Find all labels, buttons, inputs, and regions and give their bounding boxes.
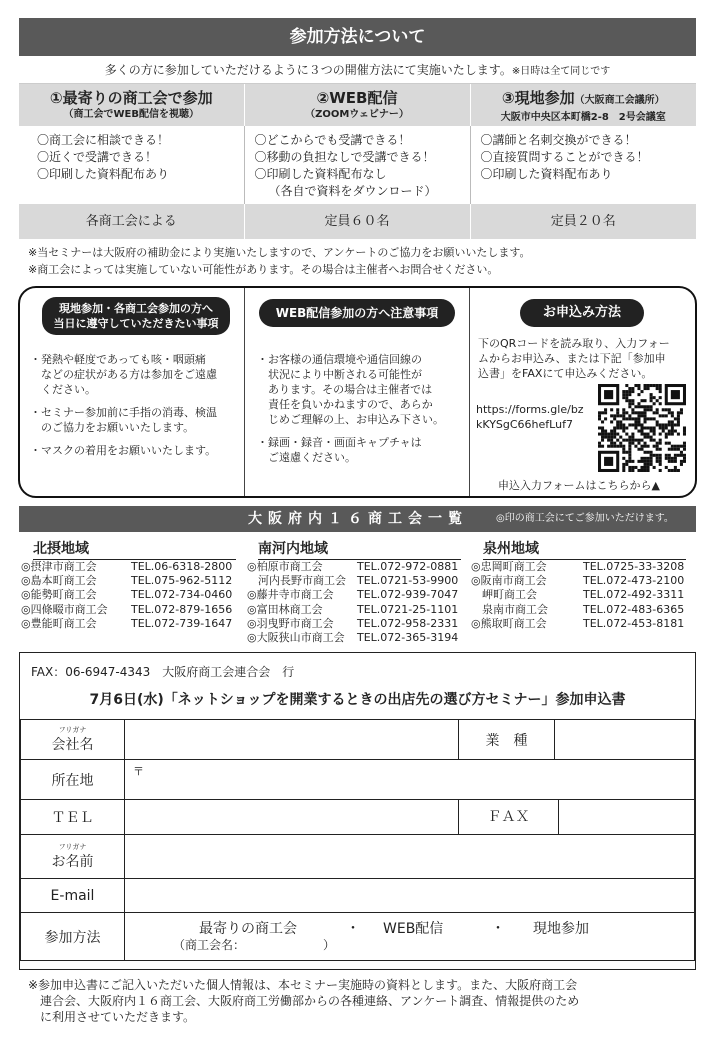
- list-item: [247, 631, 458, 645]
- text-line: ムからお申込み、または下記「参加申: [478, 352, 666, 365]
- application-form: [19, 652, 696, 970]
- company-field[interactable]: [125, 720, 459, 760]
- option-separator: ・: [346, 920, 360, 937]
- method-3-body: [470, 126, 696, 204]
- note-line: ※当セミナーは大阪府の補助金により実施いたしますので、アンケートのご協力をお願いいたします。: [28, 246, 531, 259]
- chamber-tel: TEL.072-483-6365: [583, 602, 685, 616]
- address-label: 所在地: [21, 760, 125, 800]
- notice-box: [18, 286, 697, 498]
- list-item: [247, 603, 458, 617]
- ruby-label: フリガナ: [58, 842, 87, 851]
- method-3-title: [471, 84, 697, 111]
- form-grid: [20, 719, 695, 961]
- chamber-name: ◎熊取町商工会: [471, 616, 547, 630]
- chamber-name: ◎忠岡町商工会: [471, 560, 547, 573]
- subtitle-text: 多くの方に参加していただけるように３つの開催方法にて実施いたします。: [104, 63, 512, 77]
- method-label: 参加方法: [21, 913, 125, 961]
- text-line: ください。: [30, 383, 96, 396]
- text-line: ご遠慮ください。: [257, 451, 356, 464]
- note-line: ※商工会によっては実施していない可能性があります。その場合は主催者へお問合せください。: [28, 263, 499, 276]
- method-3-header: [470, 84, 696, 126]
- industry-field[interactable]: [555, 720, 695, 760]
- chamber-name: ◎柏原市商工会: [247, 560, 323, 573]
- text-line: ・録画・録音・画面キャプチャは: [257, 436, 422, 449]
- apply-pill: お申込み方法: [520, 299, 644, 327]
- industry-label: 業 種: [459, 720, 555, 760]
- text-line: ・マスクの着用をお願いいたします。: [30, 444, 217, 457]
- chamber-tel: TEL.072-739-1647: [131, 616, 233, 630]
- subtitle-note: ※日時は全て同じです: [511, 66, 611, 77]
- chamber-name: ◎四條畷市商工会: [21, 602, 108, 616]
- region-senshu-title: 泉州地域: [483, 538, 686, 560]
- chamber-tel: TEL.0721-25-1101: [357, 602, 459, 616]
- onsite-pill: [42, 297, 230, 335]
- option-separator: ・: [491, 920, 505, 937]
- text-line: のご協力をお願いいたします。: [30, 421, 195, 434]
- text-line: ・セミナー参加前に手指の消毒、検温: [30, 406, 217, 419]
- name-label-text: お名前: [51, 853, 94, 870]
- url-line: https://forms.gle/bz: [476, 403, 584, 416]
- form-title: 7月6日(水)「ネットショップを開業するときの出店先の選び方セミナー」参加申込書: [89, 692, 626, 708]
- notice-onsite: [20, 288, 245, 496]
- text-line: 込書」をFAXにて申込みください。: [478, 367, 653, 380]
- fax-field[interactable]: [559, 800, 694, 834]
- chamber-name: ◎能勢町商工会: [21, 588, 97, 602]
- method-item: 〇移動の負担なしで受講できる！: [254, 150, 435, 164]
- method-option-row: [173, 921, 694, 937]
- postal-mark: 〒: [133, 765, 144, 778]
- text-line: 下のQRコードを読み取り、入力フォー: [478, 337, 670, 350]
- chamber-name: 河内長野市商工会: [247, 574, 346, 588]
- region-minamikawachi-list: [247, 560, 458, 645]
- footnote-line: ※参加申込書にご記入いただいた個人情報は、本セミナー実施時の資料とします。また、大阪府商工会: [28, 978, 578, 992]
- list-item: [471, 603, 684, 617]
- list-item: [247, 617, 458, 631]
- url-line: kKYSgC66hefLuf7: [476, 418, 573, 431]
- chamber-tel: TEL.072-958-2331: [357, 616, 459, 630]
- list-item: [247, 588, 458, 602]
- chamber-tel: TEL.072-473-2100: [583, 574, 685, 588]
- list-item: [471, 560, 684, 574]
- chamber-tel: TEL.06-6318-2800: [131, 560, 233, 573]
- address-field[interactable]: [125, 760, 695, 800]
- company-label: [21, 720, 125, 760]
- method-item: 〇近くで受講できる！: [37, 150, 158, 164]
- apply-text: [478, 336, 670, 381]
- chamber-tel: TEL.072-365-3194: [357, 631, 459, 645]
- chamber-name: ◎阪南市商工会: [471, 574, 547, 588]
- list-item: [247, 560, 458, 574]
- list-item: [21, 574, 232, 588]
- notice-apply: [470, 288, 696, 496]
- chamber-name: ◎大阪狭山市商工会: [247, 631, 345, 645]
- notes: [28, 244, 530, 278]
- onsite-text: [30, 352, 217, 458]
- text-line: ・お客様の通信環境や通信回線の: [257, 353, 422, 366]
- method-item: 〇印刷した資料配布なし: [254, 167, 387, 181]
- page-title: 参加方法について: [19, 18, 696, 56]
- privacy-footnote: [28, 977, 698, 1025]
- apply-caption: 申込入力フォームはこちらから▲: [498, 479, 660, 492]
- method-3-sub: 大阪市中央区本町橋2-8 2号会議室: [500, 112, 666, 123]
- method-1-sub: （商工会でWEB配信を視聴）: [63, 109, 199, 120]
- list-item: [471, 617, 684, 631]
- region-hokusetsu-list: [21, 560, 232, 631]
- onsite-pill-line2: 当日に遵守していただきたい事項: [53, 317, 219, 330]
- method-1-body: [19, 126, 244, 204]
- subtitle: [19, 56, 696, 84]
- list-item: [21, 617, 232, 631]
- method-2-body: [244, 126, 470, 204]
- chamber-note: ◎印の商工会にてご参加いただけます。: [496, 513, 674, 524]
- text-line: ・発熱や軽度であっても咳・咽頭痛: [30, 353, 206, 366]
- text-line: 責任を負いかねますので、あらか: [257, 398, 433, 411]
- method-item: 〇講師と名刺交換ができる！: [480, 133, 637, 147]
- method-1-capacity: 各商工会による: [19, 204, 244, 239]
- method-2-capacity: 定員６０名: [244, 204, 470, 239]
- list-item: [21, 588, 232, 602]
- method-item: 〇どこからでも受講できる！: [254, 133, 411, 147]
- chamber-name: ◎富田林商工会: [247, 602, 323, 616]
- method-item: 〇印刷した資料配布あり: [37, 167, 170, 181]
- list-item: [21, 603, 232, 617]
- chamber-name: ◎藤井寺市商工会: [247, 588, 334, 602]
- method-2-header: [244, 84, 470, 126]
- option-web[interactable]: WEB配信: [383, 920, 444, 937]
- option-nearest-chamber[interactable]: 最寄りの商工会: [199, 920, 297, 937]
- text-line: 状況により中断される可能性が: [257, 368, 422, 381]
- chamber-name: ◎摂津市商工会: [21, 560, 97, 573]
- chamber-band: [19, 506, 696, 532]
- company-label-text: 会社名: [51, 736, 94, 753]
- fax-label: ＦＡＸ: [459, 800, 559, 834]
- chamber-name: ◎島本町商工会: [21, 574, 97, 588]
- email-label: E-mail: [21, 879, 125, 913]
- name-label: [21, 835, 125, 879]
- chamber-title: 大阪府内１６商工会一覧: [248, 511, 468, 527]
- method-2-sub: （ZOOMウェビナー）: [305, 109, 409, 120]
- method-1-header: [19, 84, 244, 126]
- notice-web: [245, 288, 470, 496]
- fax-destination: FAX：06-6947-4343 大阪府商工会連合会 行: [31, 665, 295, 679]
- ruby-label: フリガナ: [58, 725, 87, 734]
- chamber-tel: TEL.0721-53-9900: [357, 574, 459, 588]
- chamber-name: ◎羽曳野市商工会: [247, 616, 334, 630]
- method-3-capacity: 定員２０名: [470, 204, 696, 239]
- text-line: あります。その場合は主催者では: [257, 383, 433, 396]
- method-item-extra: （各自で資料をダウンロード）: [268, 184, 437, 198]
- chamber-tel: TEL.072-939-7047: [357, 588, 459, 602]
- web-pill: WEB配信参加の方へ注意事項: [259, 299, 455, 327]
- list-item: [471, 574, 684, 588]
- web-text: [257, 352, 444, 465]
- method-item: 〇直接質問することができる！: [480, 150, 649, 164]
- chamber-name-hint: （商工会名： ）: [173, 937, 336, 952]
- chamber-tel: TEL.072-734-0460: [131, 588, 233, 602]
- qr-code-icon[interactable]: [597, 384, 687, 472]
- method-3-title-main: ③現地参加: [501, 89, 575, 107]
- chamber-tel: TEL.072-972-0881: [357, 560, 459, 573]
- chamber-name: 岬町商工会: [471, 588, 537, 602]
- footnote-line: 連合会、大阪府内１６商工会、大阪府商工労働部からの各種連絡、アンケート調査、情報提供のため: [28, 994, 580, 1008]
- tel-field[interactable]: [125, 800, 459, 835]
- region-hokusetsu-title: 北摂地域: [33, 538, 236, 560]
- onsite-pill-line1: 現地参加・各商工会参加の方へ: [59, 302, 213, 315]
- method-3-title-small: （大阪商工会議所）: [574, 95, 665, 106]
- chamber-name: 泉南市商工会: [471, 602, 548, 616]
- footnote-line: に利用させていただきます。: [28, 1010, 196, 1024]
- fax-cell: [459, 800, 695, 835]
- tel-label: ＴＥＬ: [21, 800, 125, 835]
- chamber-tel: TEL.075-962-5112: [131, 574, 233, 588]
- method-options: [125, 913, 695, 961]
- list-item: [247, 574, 458, 588]
- region-senshu-list: [471, 560, 684, 631]
- chamber-name: ◎豊能町商工会: [21, 616, 97, 630]
- method-item: 〇印刷した資料配布あり: [480, 167, 613, 181]
- method-item: 〇商工会に相談できる！: [37, 133, 170, 147]
- chamber-tel: TEL.072-453-8181: [583, 616, 685, 630]
- chamber-tel: TEL.0725-33-3208: [583, 560, 685, 573]
- option-onsite[interactable]: 現地参加: [533, 920, 589, 937]
- chamber-tel: TEL.072-492-3311: [583, 588, 685, 602]
- form-url[interactable]: [476, 402, 584, 432]
- text-line: じめご理解の上、お申込み下さい。: [257, 413, 444, 426]
- methods-table: [19, 84, 696, 239]
- method-1-title: ①最寄りの商工会で参加: [49, 89, 213, 107]
- name-field[interactable]: [125, 835, 695, 879]
- list-item: [471, 588, 684, 602]
- text-line: などの症状がある方は参加をご遠慮: [30, 368, 217, 381]
- chamber-tel: TEL.072-879-1656: [131, 602, 233, 616]
- email-field[interactable]: [125, 879, 695, 913]
- region-minamikawachi-title: 南河内地域: [258, 538, 461, 560]
- list-item: [21, 560, 232, 574]
- method-2-title: ②WEB配信: [316, 89, 398, 107]
